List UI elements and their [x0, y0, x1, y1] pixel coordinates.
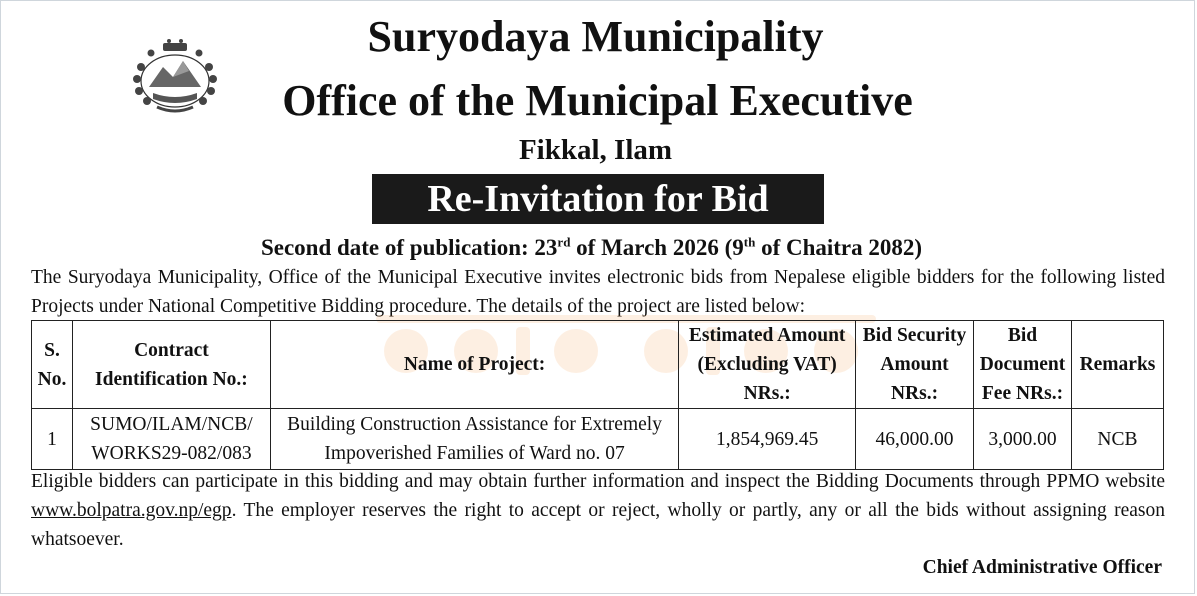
- publication-prefix: Second date of publication: 23: [260, 235, 558, 260]
- outro-text-2: . The employer reserves the right to accept or reject, wholly or partly, any or all the bids without assigning reason whatsoever.: [31, 500, 1165, 550]
- table-row: [32, 409, 1164, 470]
- municipality-name: Suryodaya Municipality: [367, 12, 824, 61]
- office-name: Office of the Municipal Executive: [282, 76, 913, 125]
- cell-sno: 1: [32, 409, 73, 470]
- cell-document-fee: 3,000.00: [974, 409, 1072, 470]
- cell-project-name: Building Construction Assistance for Extremely Impoverished Families of Ward no. 07: [270, 409, 678, 470]
- header-document-fee: Bid Document Fee NRs.:: [974, 321, 1072, 409]
- publication-date: [0, 233, 1188, 263]
- publication-sup-2: th: [743, 234, 756, 250]
- bid-table: [31, 320, 1164, 470]
- publication-sup-1: rd: [557, 234, 571, 250]
- header-sno: S. No.: [32, 321, 73, 409]
- cell-estimated-amount: 1,854,969.45: [679, 409, 856, 470]
- header-estimated-amount: Estimated Amount (Excluding VAT) NRs.:: [679, 321, 856, 409]
- header-bid-security: Bid Security Amount NRs.:: [856, 321, 974, 409]
- header-project-name: Name of Project:: [270, 321, 678, 409]
- publication-middle: of March 2026 (9: [570, 235, 744, 260]
- table-header-row: [32, 321, 1164, 409]
- outro-paragraph: [31, 467, 1165, 554]
- header-contract-id: Contract Identification No.:: [72, 321, 270, 409]
- notice-banner: Re-Invitation for Bid: [372, 174, 824, 224]
- outro-text-1: Eligible bidders can participate in this bidding and may obtain further information and inspect the Bidding Documents through PPMO website: [31, 471, 1165, 492]
- publication-suffix: of Chaitra 2082): [755, 235, 923, 260]
- cell-remarks: NCB: [1071, 409, 1163, 470]
- intro-paragraph: The Suryodaya Municipality, Office of the Municipal Executive invites electronic bids from Nepalese eligible bidders for the following listed Projects under National Competitive Bidding procedure. The details of the project are listed below:: [31, 267, 1165, 317]
- cell-bid-security: 46,000.00: [856, 409, 974, 470]
- header-remarks: Remarks: [1071, 321, 1163, 409]
- signatory-title: Chief Administrative Officer: [922, 557, 1162, 578]
- cell-contract-id: SUMO/ILAM/NCB/ WORKS29-082/083: [72, 409, 270, 470]
- ppmo-website-link[interactable]: www.bolpatra.gov.np/egp: [31, 500, 232, 521]
- office-location: Fikkal, Ilam: [518, 134, 673, 166]
